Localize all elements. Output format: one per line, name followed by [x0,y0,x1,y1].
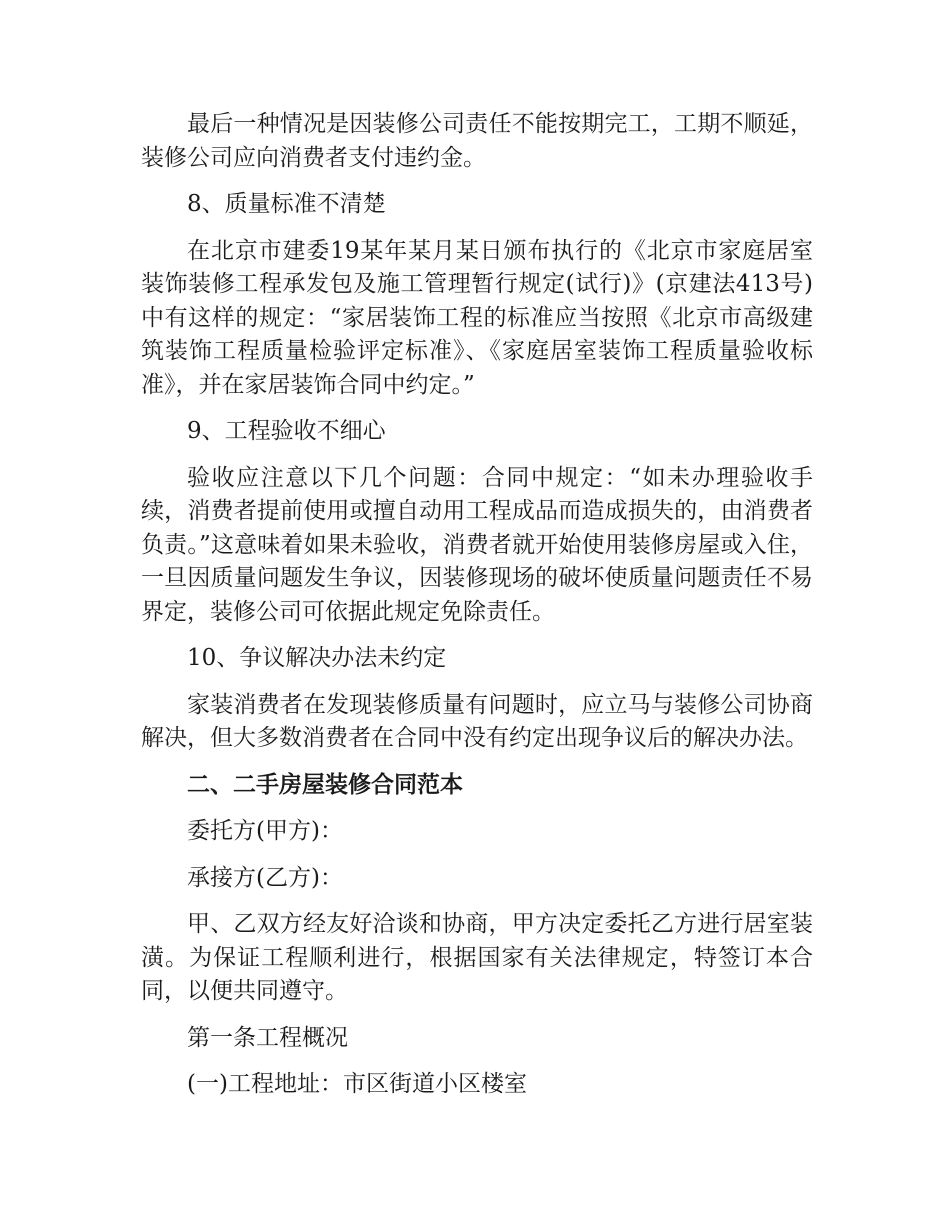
article-one-title: 第一条工程概况 [187,1024,348,1051]
paragraph-dispute: 家装消费者在发现装修质量有问题时，应立马与装修公司协商解决，但大多数消费者在合同中没有约定出现争议后的解决办法。 [141,691,813,751]
paragraph-beijing-regulation: 在北京市建委19某年某月某日颁布执行的《北京市家庭居室装饰装修工程承发包及施工管理暂行规定(试行)》(京建法413号)中有这样的规定：“家居装饰工程的标准应当按照《北京市高级建筑装饰工程质量检验评定标准》、《家庭居室装饰工程质量验收标准》，并在家居装饰合同中约定。” [141,237,813,398]
party-b-label: 承接方(乙方)： [187,864,343,891]
heading-acceptance: 9、工程验收不细心 [187,418,386,444]
heading-dispute: 10、争议解决办法未约定 [187,645,447,671]
party-a-label: 委托方(甲方)： [187,818,343,844]
paragraph-acceptance-notes: 验收应注意以下几个问题：合同中规定：“如未办理验收手续，消费者提前使用或擅自动用工程成品而造成损失的，由消费者负责。”这意味着如果未验收，消费者就开始使用装修房屋或入住，一旦因质量问题发生争议，因装修现场的破坏使质量问题责任不易界定，装修公司可依据此规定免除责任。 [141,464,813,625]
document-page [141,108,813,1115]
paragraph-agreement: 甲、乙双方经友好洽谈和协商，甲方决定委托乙方进行居室装潢。为保证工程顺利进行，根据国家有关法律规定，特签订本合同，以便共同遵守。 [141,911,813,1004]
paragraph-delay-penalty: 最后一种情况是因装修公司责任不能按期完工，工期不顺延，装修公司应向消费者支付违约金。 [141,111,813,171]
project-address: (一)工程地址：市区街道小区楼室 [187,1071,527,1097]
section-title-contract-template: 二、二手房屋装修合同范本 [187,771,463,798]
heading-quality-standard: 8、质量标准不清楚 [187,191,386,217]
